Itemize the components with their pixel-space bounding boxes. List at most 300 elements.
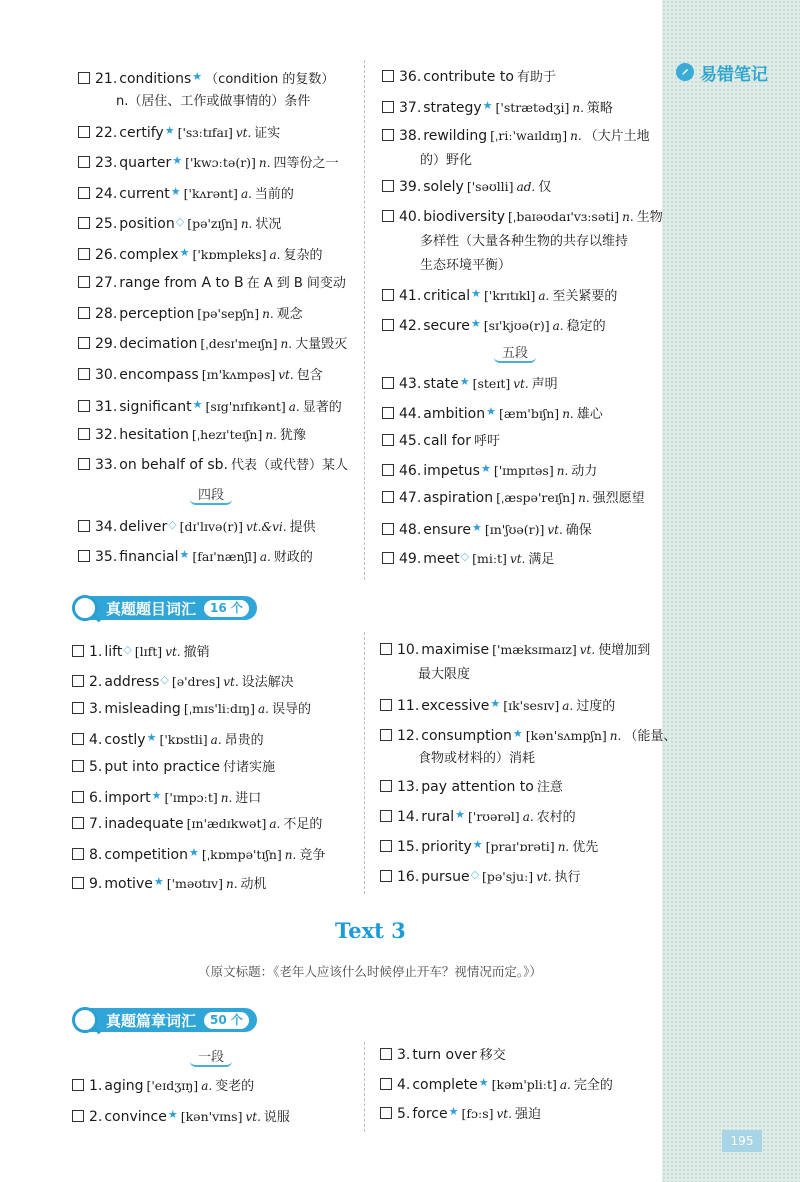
entry-meaning: 昂贵的 <box>224 733 264 748</box>
vocab-entry <box>380 1072 613 1097</box>
vocab-entry <box>380 639 650 662</box>
vocab-entry <box>382 95 613 120</box>
entry-phonetic: [pə'sepʃn] <box>197 306 260 321</box>
checkbox-icon[interactable] <box>78 400 90 412</box>
star-icon: ★ <box>192 70 203 83</box>
checkbox-icon[interactable] <box>78 187 90 199</box>
entry-meaning: 移交 <box>479 1048 506 1063</box>
vocab-entry <box>380 804 576 829</box>
checkbox-icon[interactable] <box>78 126 90 138</box>
vocab-entry <box>78 150 338 175</box>
star-icon: ★ <box>482 99 493 112</box>
vocab-entry <box>72 669 294 694</box>
entry-word: convince <box>104 1109 167 1125</box>
entry-number: 31. <box>95 399 118 415</box>
entry-phonetic: [faɪ'nænʃl] <box>192 549 257 564</box>
star-icon: ★ <box>472 838 483 851</box>
entry-meaning: 代表（或代替）某人 <box>230 458 348 473</box>
diamond-icon: ◇ <box>470 868 480 881</box>
entry-meaning: 确保 <box>565 523 592 538</box>
entry-phonetic: [ɪn'kʌmpəs] <box>201 367 276 382</box>
entry-meaning: 至关紧要的 <box>552 289 618 304</box>
entry-meaning: 误导的 <box>271 702 311 717</box>
entry-word: put into practice <box>104 759 220 775</box>
vocab-entry <box>78 120 280 145</box>
checkbox-icon[interactable] <box>380 780 392 792</box>
star-icon: ★ <box>471 521 482 534</box>
entry-part-of-speech: vt. <box>278 368 294 382</box>
entry-meaning-line: n.（居住、工作或做事情的）条件 <box>116 94 311 109</box>
checkbox-icon[interactable] <box>380 810 392 822</box>
checkbox-icon[interactable] <box>72 877 84 889</box>
entry-part-of-speech: a. <box>522 810 534 824</box>
checkbox-icon[interactable] <box>78 428 90 440</box>
entry-phonetic: [dɪ'lɪvə(r)] <box>179 519 244 534</box>
checkbox-icon[interactable] <box>72 733 84 745</box>
checkbox-icon[interactable] <box>382 70 394 82</box>
checkbox-icon[interactable] <box>380 1107 392 1119</box>
entry-part-of-speech: vt. <box>547 523 563 537</box>
entry-number: 41. <box>399 288 422 304</box>
entry-meaning: 策略 <box>586 101 613 116</box>
entry-word: lift <box>104 644 123 660</box>
entry-meaning-line: 食物或材料的）消耗 <box>418 751 536 766</box>
entry-phonetic: [kən'sʌmpʃn] <box>525 728 607 743</box>
vocab-entry <box>380 864 581 889</box>
checkbox-icon[interactable] <box>72 848 84 860</box>
vocab-entry <box>78 242 322 267</box>
entry-part-of-speech: n. <box>609 729 622 743</box>
checkbox-icon[interactable] <box>380 1048 392 1060</box>
vocab-entry <box>72 698 311 721</box>
entry-phonetic: ['strætədʒi] <box>495 100 570 115</box>
entry-meaning: 强迫 <box>514 1107 541 1122</box>
checkbox-icon[interactable] <box>380 729 392 741</box>
entry-meaning: 在 A 到 B 间变动 <box>246 276 346 291</box>
entry-meaning: 呼吁 <box>474 434 501 449</box>
entry-word: maximise <box>421 642 490 658</box>
vocab-entry <box>78 333 347 356</box>
entry-meaning-continued <box>418 663 470 686</box>
entry-part-of-speech: a. <box>552 319 564 333</box>
checkbox-icon[interactable] <box>382 464 394 476</box>
entry-word: range from A to B <box>119 275 244 291</box>
checkbox-icon[interactable] <box>78 156 90 168</box>
entry-number: 45. <box>399 433 422 449</box>
entry-part-of-speech: n. <box>265 428 277 442</box>
entry-meaning: 变老的 <box>215 1079 255 1094</box>
star-icon: ★ <box>486 405 496 418</box>
entry-number: 5. <box>89 759 103 775</box>
entry-meaning: 包含 <box>296 368 323 383</box>
entry-meaning: 生物 <box>636 210 663 225</box>
entry-part-of-speech: n. <box>622 210 634 224</box>
checkbox-icon[interactable] <box>72 791 84 803</box>
entry-meaning: 证实 <box>254 126 281 141</box>
entry-number: 37. <box>399 100 422 116</box>
checkbox-icon[interactable] <box>382 552 394 564</box>
vocab-entry <box>78 272 346 295</box>
entry-meaning: 使增加到 <box>598 643 651 658</box>
star-icon: ★ <box>480 462 491 475</box>
entry-word: rural <box>421 809 455 825</box>
entry-word: current <box>119 186 170 202</box>
diamond-icon: ◇ <box>123 643 132 656</box>
diamond-icon: ◇ <box>160 673 169 686</box>
vocab-entry <box>380 1044 506 1067</box>
entry-number: 26. <box>95 247 118 263</box>
checkbox-icon[interactable] <box>78 458 90 470</box>
entry-meaning: 有助于 <box>516 70 556 85</box>
entry-phonetic: [ɪn'ædɪkwət] <box>186 816 267 831</box>
entry-number: 27. <box>95 275 118 291</box>
entry-word: financial <box>119 549 179 565</box>
entry-meaning-line: 的）野化 <box>420 153 473 168</box>
star-icon: ★ <box>459 375 470 388</box>
entry-part-of-speech: a. <box>259 550 271 564</box>
vocab-entry <box>78 211 281 236</box>
checkbox-icon[interactable] <box>78 550 90 562</box>
entry-number: 35. <box>95 549 118 565</box>
entry-word: complex <box>119 247 179 263</box>
vocab-entry <box>72 842 325 867</box>
entry-number: 33. <box>95 457 118 473</box>
entry-word: motive <box>104 876 153 892</box>
entry-phonetic: [ɪk'sesɪv] <box>503 698 560 713</box>
entry-meaning: 复杂的 <box>283 248 323 263</box>
entry-word: call for <box>423 433 472 449</box>
vocab-entry <box>380 1101 541 1126</box>
vocab-entry <box>78 424 306 447</box>
entry-part-of-speech: n. <box>226 877 238 891</box>
entry-word: significant <box>119 399 192 415</box>
entry-phonetic: ['ɪmpɪtəs] <box>493 463 554 478</box>
checkbox-icon[interactable] <box>78 72 90 84</box>
entry-meaning: 声明 <box>531 377 558 392</box>
entry-meaning: 稳定的 <box>566 319 606 334</box>
star-icon: ★ <box>179 246 190 259</box>
entry-part-of-speech: a. <box>288 400 300 414</box>
checkbox-icon[interactable] <box>382 377 394 389</box>
entry-meaning-line: 最大限度 <box>418 667 471 682</box>
side-title: 易错笔记 <box>676 58 768 86</box>
entry-part-of-speech: vt. <box>509 552 526 566</box>
entry-part-of-speech: vt. <box>579 643 596 657</box>
entry-word: quarter <box>119 155 172 171</box>
entry-number: 29. <box>95 336 118 352</box>
column-divider <box>364 60 365 580</box>
entry-number: 23. <box>95 155 118 171</box>
checkbox-icon[interactable] <box>78 307 90 319</box>
vocab-entry <box>72 1104 290 1129</box>
vocab-entry <box>78 454 348 477</box>
entry-part-of-speech: vt. <box>536 870 552 884</box>
entry-part-of-speech: n. <box>572 101 584 115</box>
entry-phonetic: [ə'dres] <box>171 674 221 689</box>
diamond-icon: ◇ <box>168 518 177 531</box>
checkbox-icon[interactable] <box>78 276 90 288</box>
checkbox-icon[interactable] <box>382 407 394 419</box>
star-icon: ★ <box>151 789 162 802</box>
vocab-entry <box>78 544 313 569</box>
entry-phonetic: [kəm'pliːt] <box>491 1077 557 1092</box>
star-icon: ★ <box>146 731 157 744</box>
vocab-entry <box>380 693 615 718</box>
entry-word: position <box>119 216 175 232</box>
entry-number: 6. <box>89 790 103 806</box>
star-icon: ★ <box>471 287 482 300</box>
checkbox-icon[interactable] <box>382 210 394 222</box>
entry-phonetic: [sɪ'kjʊə(r)] <box>483 318 550 333</box>
entry-phonetic: [steɪt] <box>472 376 511 391</box>
entry-part-of-speech: n. <box>220 791 233 805</box>
entry-word: critical <box>423 288 471 304</box>
checkbox-icon[interactable] <box>78 217 90 229</box>
entry-part-of-speech: a. <box>559 1078 571 1092</box>
entry-meaning: 农村的 <box>536 810 576 825</box>
checkbox-icon[interactable] <box>382 101 394 113</box>
entry-word: certify <box>119 125 164 141</box>
entry-word: complete <box>412 1077 478 1093</box>
entry-meaning: 竞争 <box>299 848 326 863</box>
star-icon: ★ <box>478 1076 489 1089</box>
entry-word: deliver <box>119 519 168 535</box>
vocab-entry <box>382 283 617 308</box>
entry-meaning: 付诸实施 <box>222 760 275 775</box>
entry-meaning: 四等份之一 <box>273 156 339 171</box>
checkbox-icon[interactable] <box>382 289 394 301</box>
entry-word: contribute to <box>423 69 514 85</box>
entry-word: competition <box>104 847 188 863</box>
checkbox-icon[interactable] <box>72 817 84 829</box>
entry-number: 32. <box>95 427 118 443</box>
section-five-label: 五段 <box>494 342 536 363</box>
vocab-entry <box>380 834 598 859</box>
checkbox-icon[interactable] <box>72 645 84 657</box>
checkbox-icon[interactable] <box>380 1078 392 1090</box>
vocab-entry <box>382 313 606 338</box>
entry-number: 16. <box>397 869 420 885</box>
entry-number: 34. <box>95 519 118 535</box>
entry-number: 39. <box>399 179 422 195</box>
star-icon: ★ <box>448 1105 459 1118</box>
entry-number: 13. <box>397 779 420 795</box>
vocab-entry <box>382 517 592 542</box>
checkbox-icon[interactable] <box>382 180 394 192</box>
checkbox-icon[interactable] <box>78 248 90 260</box>
entry-part-of-speech: ad. <box>516 180 536 194</box>
entry-word: secure <box>423 318 470 334</box>
entry-part-of-speech: vt.&vi. <box>246 520 287 534</box>
entry-number: 12. <box>397 728 420 744</box>
entry-number: 47. <box>399 490 422 506</box>
entry-word: consumption <box>421 728 512 744</box>
entry-meaning: 进口 <box>235 791 262 806</box>
vocab-entry <box>78 514 316 539</box>
entry-word: rewilding <box>423 128 488 144</box>
entry-number: 36. <box>399 69 422 85</box>
passage-vocab-banner: 真题篇章词汇 50 个 <box>72 1006 257 1034</box>
star-icon: ★ <box>164 124 175 137</box>
entry-number: 38. <box>399 128 422 144</box>
magnifier-icon <box>72 595 98 621</box>
vocab-entry <box>72 727 264 752</box>
vocab-entry <box>380 776 563 799</box>
entry-part-of-speech: vt. <box>513 377 529 391</box>
entry-phonetic: [pə'sjuː] <box>482 869 534 884</box>
checkbox-icon[interactable] <box>380 699 392 711</box>
column-divider <box>364 632 365 894</box>
entry-word: encompass <box>119 367 199 383</box>
entry-phonetic: [æm'bɪʃn] <box>498 406 560 421</box>
checkbox-icon[interactable] <box>72 675 84 687</box>
entry-meaning: 不足的 <box>283 817 323 832</box>
pen-icon <box>676 63 694 81</box>
entry-word: turn over <box>412 1047 477 1063</box>
entry-word: priority <box>421 839 472 855</box>
diamond-icon: ◇ <box>175 215 185 228</box>
entry-word: force <box>412 1106 448 1122</box>
entry-word: decimation <box>119 336 198 352</box>
entry-phonetic: [kən'vɪns] <box>180 1109 243 1124</box>
star-icon: ★ <box>455 808 465 821</box>
vocab-entry <box>382 206 663 229</box>
section-one-label: 一段 <box>190 1046 232 1067</box>
vocab-entry <box>78 364 323 387</box>
checkbox-icon[interactable] <box>382 491 394 503</box>
entry-word: aging <box>104 1078 144 1094</box>
entry-meaning: 状况 <box>255 217 282 232</box>
question-vocab-banner: 真题题目词汇 16 个 <box>72 594 257 622</box>
checkbox-icon[interactable] <box>78 368 90 380</box>
checkbox-icon[interactable] <box>78 337 90 349</box>
entry-number: 43. <box>399 376 422 392</box>
entry-part-of-speech: n. <box>570 129 582 143</box>
entry-meaning: 大量毁灭 <box>295 337 348 352</box>
entry-meaning: （能量、 <box>624 729 677 744</box>
entry-word: address <box>104 674 160 690</box>
checkbox-icon[interactable] <box>382 129 394 141</box>
entry-word: meet <box>423 551 460 567</box>
entry-part-of-speech: n. <box>262 307 274 321</box>
entry-phonetic: [ɪn'ʃʊə(r)] <box>484 522 545 537</box>
checkbox-icon[interactable] <box>72 702 84 714</box>
entry-word: inadequate <box>104 816 184 832</box>
entry-part-of-speech: a. <box>538 289 550 303</box>
checkbox-icon[interactable] <box>78 520 90 532</box>
entry-part-of-speech: a. <box>269 248 281 262</box>
entry-phonetic: [praɪ'ɒrəti] <box>485 839 555 854</box>
entry-meaning: 优先 <box>572 840 599 855</box>
entry-number: 46. <box>399 463 422 479</box>
entry-number: 25. <box>95 216 118 232</box>
text-subtitle: （原文标题：《老年人应该什么时候停止开车？视情况而定。》） <box>198 964 542 979</box>
entry-part-of-speech: a. <box>240 187 252 201</box>
entry-meaning: 说服 <box>263 1110 290 1125</box>
vocab-entry <box>382 66 556 89</box>
entry-number: 4. <box>89 732 103 748</box>
checkbox-icon[interactable] <box>382 523 394 535</box>
entry-meaning: 观念 <box>276 307 303 322</box>
star-icon: ★ <box>172 154 183 167</box>
entry-meaning: 完全的 <box>573 1078 613 1093</box>
checkbox-icon[interactable] <box>382 434 394 446</box>
entry-word: misleading <box>104 701 181 717</box>
checkbox-icon[interactable] <box>382 319 394 331</box>
diamond-icon: ◇ <box>460 550 470 563</box>
entry-meaning-continued <box>420 149 472 172</box>
entry-meaning: 雄心 <box>576 407 603 422</box>
entry-part-of-speech: n. <box>578 491 590 505</box>
checkbox-icon[interactable] <box>72 1110 84 1122</box>
entry-part-of-speech: vt. <box>223 675 239 689</box>
entry-phonetic: [ˌdesɪ'meɪʃn] <box>200 336 278 351</box>
entry-phonetic: ['kwɔːtə(r)] <box>185 155 256 170</box>
entry-number: 2. <box>89 1109 103 1125</box>
entry-part-of-speech: n. <box>562 407 574 421</box>
entry-meaning: （condition 的复数） <box>205 72 335 87</box>
entry-phonetic: [ˌmɪs'liːdɪŋ] <box>183 701 255 716</box>
entry-number: 48. <box>399 522 422 538</box>
entry-meaning: 执行 <box>554 870 581 885</box>
vocab-entry <box>382 430 500 453</box>
vocab-entry <box>72 813 322 836</box>
entry-meaning: 动机 <box>240 877 267 892</box>
checkbox-icon[interactable] <box>380 870 392 882</box>
entry-meaning: （大片土地 <box>584 129 650 144</box>
vocab-entry <box>382 487 645 510</box>
entry-part-of-speech: n. <box>240 217 253 231</box>
checkbox-icon[interactable] <box>72 1079 84 1091</box>
entry-phonetic: ['kɒmpleks] <box>192 247 267 262</box>
entry-number: 7. <box>89 816 103 832</box>
entry-number: 44. <box>399 406 422 422</box>
vocab-entry <box>72 871 267 896</box>
star-icon: ★ <box>470 317 481 330</box>
entry-phonetic: ['krɪtɪkl] <box>484 288 536 303</box>
entry-meaning-line: 生态环境平衡） <box>420 258 512 273</box>
star-icon: ★ <box>490 697 501 710</box>
entry-meaning: 提供 <box>289 520 316 535</box>
entry-number: 8. <box>89 847 103 863</box>
star-icon: ★ <box>188 846 199 859</box>
entry-meaning: 显著的 <box>302 400 342 415</box>
entry-phonetic: ['mæksɪmaɪz] <box>492 642 577 657</box>
entry-word: state <box>423 376 459 392</box>
entry-part-of-speech: n. <box>280 337 293 351</box>
entry-number: 10. <box>397 642 420 658</box>
entry-phonetic: [ˌkɒmpə'tɪʃn] <box>201 847 282 862</box>
column-divider <box>364 1042 365 1132</box>
entry-phonetic: ['kɒstli] <box>159 732 208 747</box>
entry-meaning: 满足 <box>528 552 555 567</box>
magnifier-icon <box>72 1007 98 1033</box>
checkbox-icon[interactable] <box>72 760 84 772</box>
entry-number: 42. <box>399 318 422 334</box>
vocab-entry <box>382 125 650 148</box>
page-number: 195 <box>722 1130 762 1152</box>
entry-meaning: 犹豫 <box>279 428 306 443</box>
entry-number: 9. <box>89 876 103 892</box>
checkbox-icon[interactable] <box>380 643 392 655</box>
entry-part-of-speech: a. <box>210 733 222 747</box>
checkbox-icon[interactable] <box>380 840 392 852</box>
entry-meaning: 动力 <box>571 464 598 479</box>
entry-phonetic: ['məʊtɪv] <box>166 876 223 891</box>
star-icon: ★ <box>153 875 164 888</box>
entry-phonetic: [miːt] <box>472 551 507 566</box>
entry-word: conditions <box>119 71 192 87</box>
